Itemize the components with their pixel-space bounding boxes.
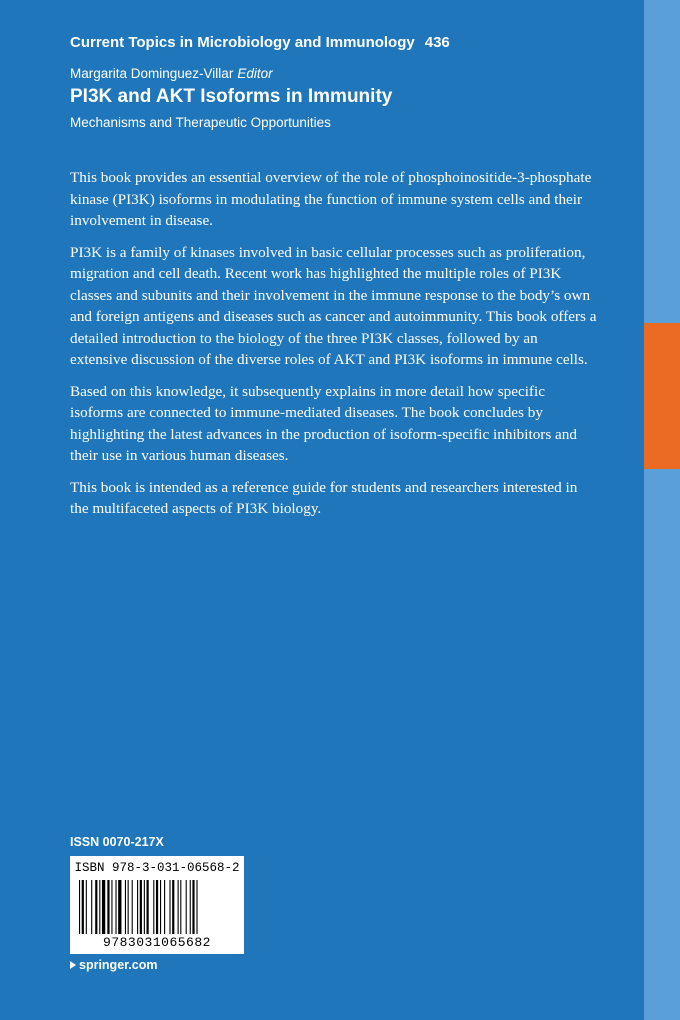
barcode-bar [118, 880, 121, 934]
barcode-bar [169, 880, 170, 934]
series-heading [70, 34, 450, 51]
description-paragraph: This book provides an essential overview of the role of phosphoinositide-3-phosphate kinase (PI3K) isoforms in modulating the function of immune system cells and their involvement in disease. [70, 169, 592, 229]
barcode-bar [192, 880, 194, 934]
editor-role: Editor [237, 66, 273, 81]
barcode-bar [178, 880, 179, 934]
barcode-bar [196, 880, 197, 934]
barcode-bar [132, 880, 133, 934]
barcode-bar [144, 880, 145, 934]
description-paragraph: This book is intended as a reference guide for students and researchers interested in the multifaceted aspects of PI3K biology. [70, 478, 578, 517]
barcode-bar [190, 880, 191, 934]
publisher-url: springer.com [79, 958, 158, 972]
barcode-bar [91, 880, 92, 934]
barcode-bar [111, 880, 112, 934]
barcode-bar [172, 880, 174, 934]
barcode-bar [79, 880, 80, 934]
barcode-bar [99, 880, 100, 934]
series-number: 436 [424, 34, 450, 51]
barcode-bar [147, 880, 149, 934]
book-title: PI3K and AKT Isoforms in Immunity [70, 86, 393, 107]
barcode-bar [164, 880, 165, 934]
barcode-bars [77, 880, 237, 936]
editor-line [70, 66, 273, 81]
barcode-bar [180, 880, 181, 934]
isbn-barcode [70, 856, 244, 954]
barcode-bar [140, 880, 142, 934]
barcode-bar [86, 880, 87, 934]
isbn-label: ISBN 978-3-031-06568-2 [74, 861, 240, 875]
barcode-bar [125, 880, 126, 934]
cover-edge-strip [644, 0, 680, 1020]
barcode-bar [156, 880, 158, 934]
barcode-bar [153, 880, 154, 934]
description-paragraph: Based on this knowledge, it subsequently explains in more detail how specific isoforms are connected to immune-mediated diseases. The book concludes by highlighting the latest advances in the production of isoform-specific inhibitors and their use in various human diseases. [70, 382, 577, 464]
barcode-bar [115, 880, 116, 934]
barcode-bar [95, 880, 97, 934]
arrow-right-icon [70, 961, 76, 969]
barcode-bar [102, 880, 105, 934]
barcode-bar [160, 880, 161, 934]
issn-label: ISSN 0070-217X [70, 835, 164, 849]
editor-name: Margarita Dominguez-Villar [70, 66, 234, 81]
series-color-tab [644, 323, 680, 469]
barcode-bar [128, 880, 129, 934]
book-description [70, 167, 598, 530]
barcode-digits: 9783031065682 [103, 935, 211, 950]
barcode-bar [82, 880, 84, 934]
book-subtitle: Mechanisms and Therapeutic Opportunities [70, 115, 331, 130]
publisher-link[interactable] [70, 958, 158, 972]
barcode-bar [107, 880, 109, 934]
series-name: Current Topics in Microbiology and Immunology [70, 34, 415, 51]
barcode-bar [186, 880, 187, 934]
description-paragraph: PI3K is a family of kinases involved in basic cellular processes such as proliferation, migration and cell death. Recent work has highlighted the multiple roles of PI3K classes and subunits and their involvement in the immune response to the body’s own and foreign antigens and diseases such as cancer and autoimmunity. This book offers a detailed introduction to the biology of the three PI3K classes, followed by an extensive discussion of the diverse roles of AKT and PI3K isoforms in immune cells. [70, 243, 597, 368]
barcode-bar [137, 880, 138, 934]
